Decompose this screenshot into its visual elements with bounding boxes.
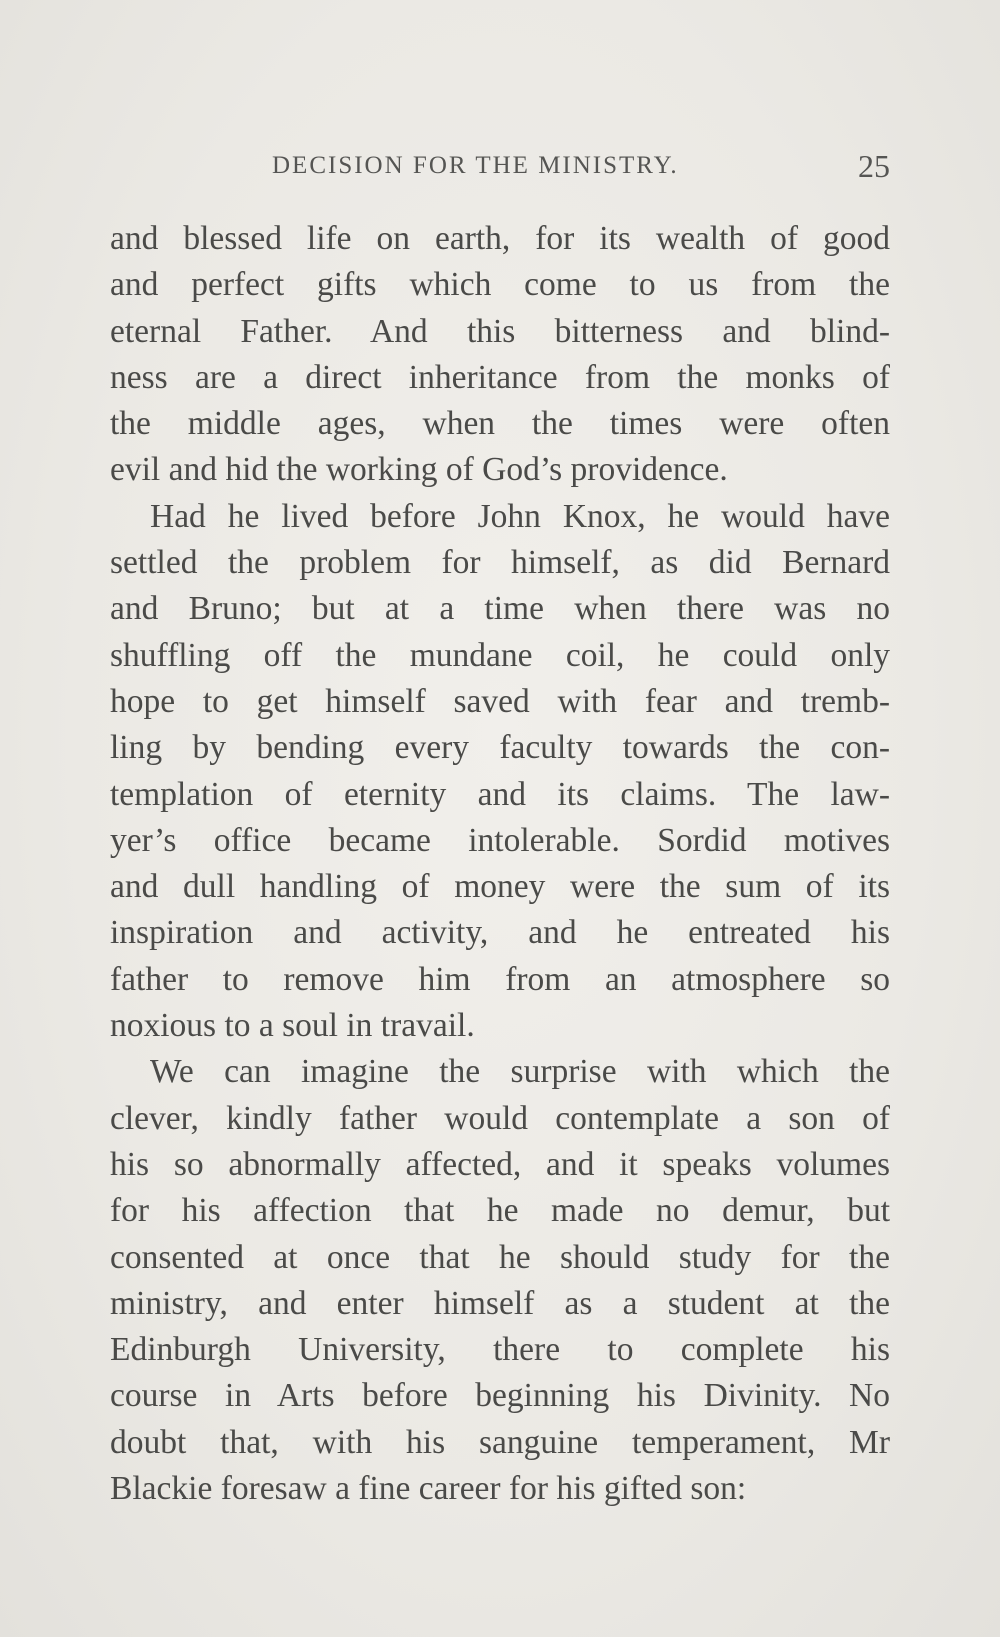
text-line: yer’s office became intolerable. Sordid motives <box>110 821 890 859</box>
paragraph <box>110 216 890 494</box>
running-title: DECISION FOR THE MINISTRY. <box>272 152 679 179</box>
text-line: the middle ages, when the times were often <box>110 405 890 443</box>
text-line: ling by bending every faculty towards the con- <box>110 729 890 767</box>
text-line: clever, kindly father would contemplate a son of <box>110 1099 890 1137</box>
text-line: father to remove him from an atmosphere so <box>110 960 890 998</box>
text-line: Edinburgh University, there to complete his <box>110 1331 890 1369</box>
text-line: for his affection that he made no demur, but <box>110 1192 890 1230</box>
text-line: Blackie foresaw a fine career for his gifted son: <box>110 1470 747 1508</box>
paragraph <box>110 494 890 1050</box>
text-line: and blessed life on earth, for its wealth of good <box>110 220 890 257</box>
text-line: and dull handling of money were the sum of its <box>110 868 890 906</box>
text-line: and Bruno; but at a time when there was no <box>110 590 890 628</box>
text-line: eternal Father. And this bitterness and blind- <box>110 312 890 350</box>
text-line: evil and hid the working of God’s providence. <box>110 451 728 489</box>
page-number: 25 <box>858 148 890 184</box>
text-line: noxious to a soul in travail. <box>110 1007 475 1045</box>
text-line: consented at once that he should study for the <box>110 1238 890 1276</box>
text-line: hope to get himself saved with fear and tremb- <box>110 682 890 720</box>
text-line: inspiration and activity, and he entreated his <box>110 914 890 952</box>
text-line: shuffling off the mundane coil, he could only <box>110 636 890 674</box>
running-head <box>0 148 1000 192</box>
text-line: course in Arts before beginning his Divinity. No <box>110 1377 890 1415</box>
text-line: templation of eternity and its claims. The law- <box>110 775 890 813</box>
text-line: We can imagine the surprise with which the <box>150 1053 890 1091</box>
text-line: his so abnormally affected, and it speaks volumes <box>110 1145 890 1183</box>
text-line: ministry, and enter himself as a student at the <box>110 1284 890 1322</box>
body-text <box>110 216 890 1512</box>
text-line: settled the problem for himself, as did Bernard <box>110 544 890 582</box>
text-line: ness are a direct inheritance from the monks of <box>110 358 890 396</box>
paragraph <box>110 1049 890 1512</box>
text-line: Had he lived before John Knox, he would have <box>150 497 890 535</box>
text-line: and perfect gifts which come to us from the <box>110 266 890 304</box>
text-line: doubt that, with his sanguine temperament, Mr <box>110 1423 890 1461</box>
